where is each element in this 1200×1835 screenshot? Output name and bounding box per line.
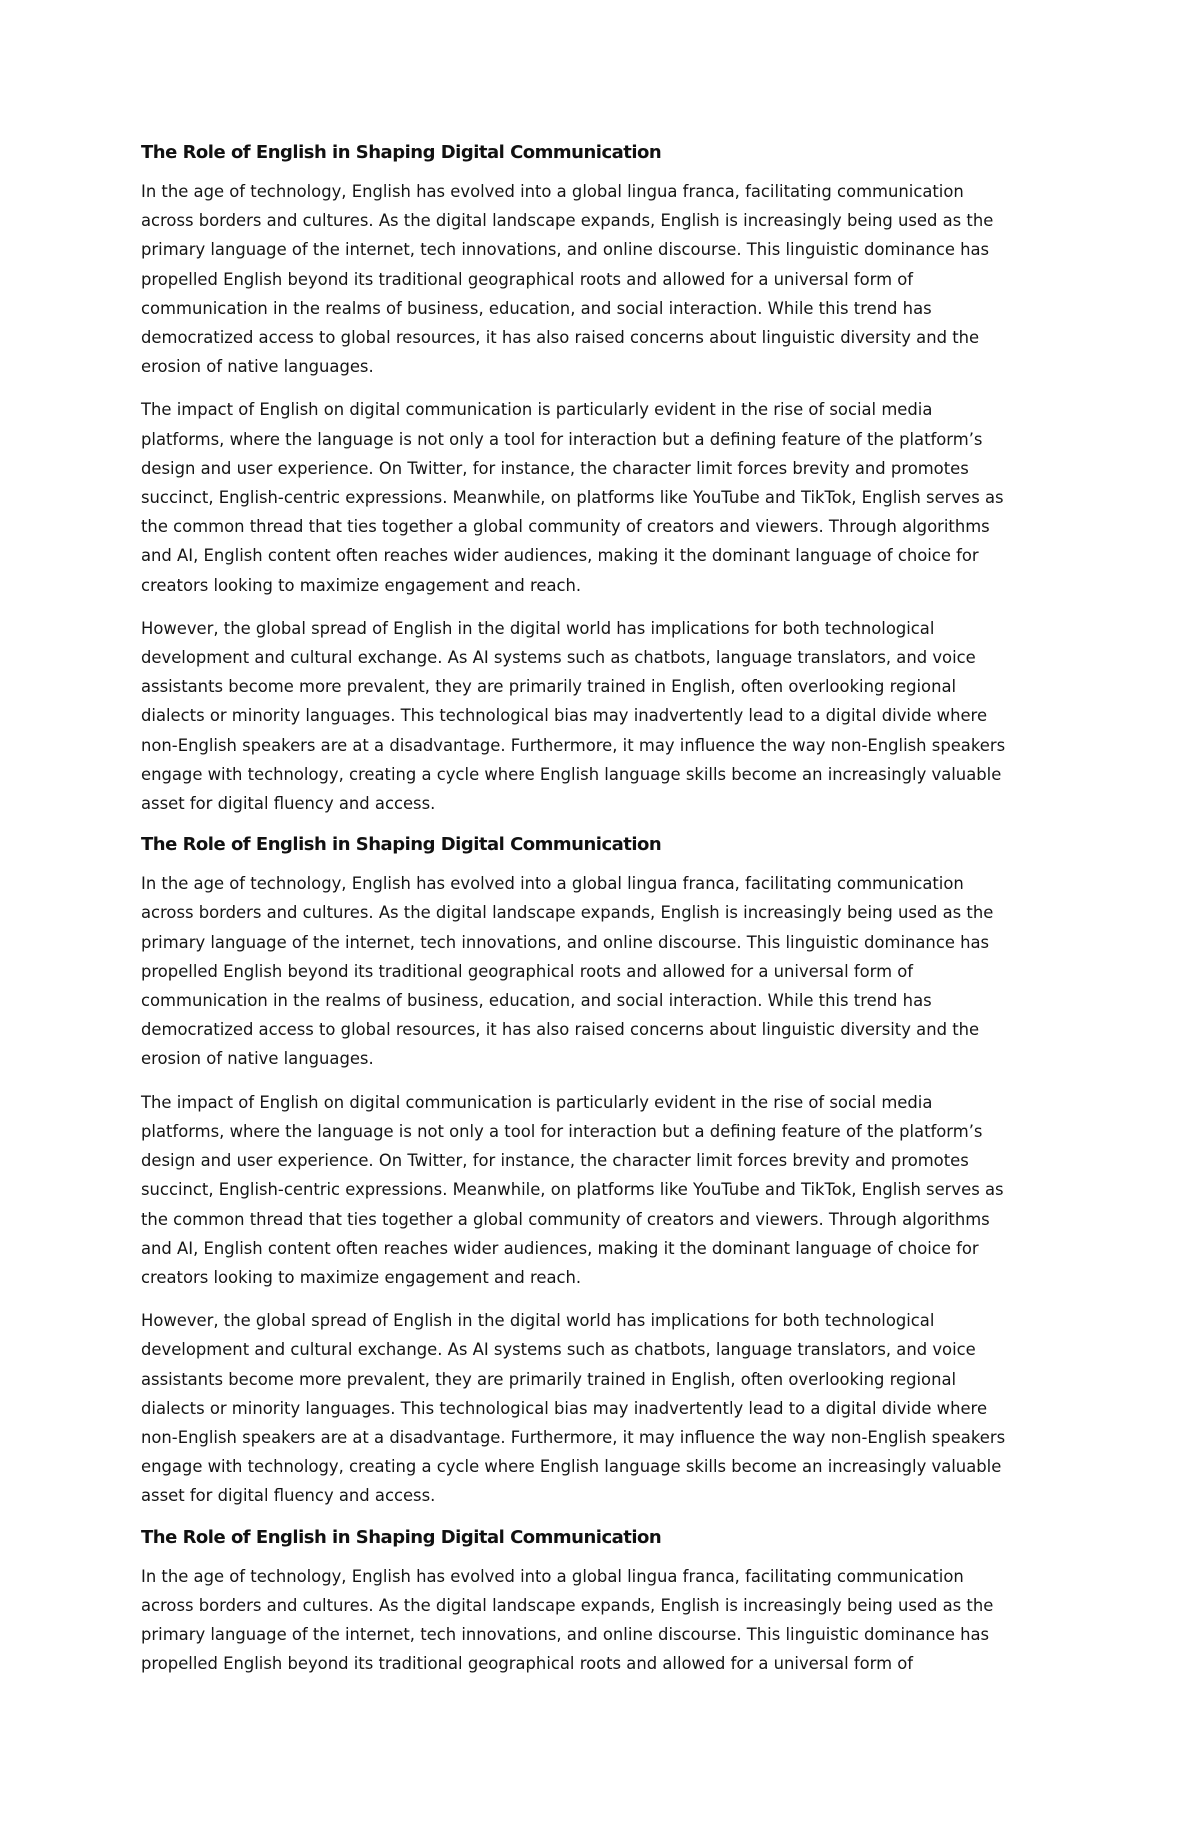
paragraph-line: across borders and cultures. As the digital landscape expands, English is increasingly being used as the bbox=[141, 1595, 994, 1615]
document-section bbox=[141, 1525, 1060, 1679]
paragraph-line: assistants become more prevalent, they are primarily trained in English, often overlooking regional bbox=[141, 677, 957, 697]
paragraph-line: propelled English beyond its traditional geographical roots and allowed for a universal form of bbox=[141, 1654, 914, 1674]
paragraph-line: design and user experience. On Twitter, for instance, the character limit forces brevity and promotes bbox=[141, 458, 969, 478]
paragraph-line: succinct, English-centric expressions. Meanwhile, on platforms like YouTube and TikTok, English serves as bbox=[141, 1180, 1004, 1200]
paragraph-line: engage with technology, creating a cycle where English language skills become an increasingly valuable bbox=[141, 764, 1002, 784]
paragraph-line: creators looking to maximize engagement and reach. bbox=[141, 575, 582, 595]
section-heading: The Role of English in Shaping Digital Communication bbox=[141, 1526, 662, 1548]
paragraph bbox=[141, 1562, 1060, 1679]
paragraph-line: platforms, where the language is not only a tool for interaction but a defining feature of the platform’s bbox=[141, 429, 983, 449]
paragraph-line: In the age of technology, English has evolved into a global lingua franca, facilitating communication bbox=[141, 182, 964, 201]
paragraph-line: the common thread that ties together a global community of creators and viewers. Through algorithms bbox=[141, 1209, 990, 1229]
paragraph-line: dialects or minority languages. This technological bias may inadvertently lead to a digital divide where bbox=[141, 1398, 988, 1418]
section-heading: The Role of English in Shaping Digital Communication bbox=[141, 834, 662, 856]
paragraph-line: communication in the realms of business, education, and social interaction. While this trend has bbox=[141, 298, 932, 318]
paragraph bbox=[141, 614, 1060, 818]
paragraph-line: communication in the realms of business, education, and social interaction. While this trend has bbox=[141, 991, 932, 1011]
paragraph-line: primary language of the internet, tech innovations, and online discourse. This linguistic dominance has bbox=[141, 932, 990, 952]
paragraph-line: assistants become more prevalent, they are primarily trained in English, often overlooking regional bbox=[141, 1369, 957, 1389]
paragraph bbox=[141, 1306, 1060, 1510]
paragraph-line: erosion of native languages. bbox=[141, 357, 374, 377]
paragraph-line: primary language of the internet, tech innovations, and online discourse. This linguistic dominance has bbox=[141, 240, 990, 260]
paragraph-line: democratized access to global resources, it has also raised concerns about linguistic diversity and the bbox=[141, 1020, 980, 1040]
paragraph-line: across borders and cultures. As the digital landscape expands, English is increasingly being used as the bbox=[141, 211, 994, 231]
paragraph-line: and AI, English content often reaches wider audiences, making it the dominant language of choice for bbox=[141, 1238, 979, 1258]
paragraph-line: platforms, where the language is not only a tool for interaction but a defining feature of the platform’s bbox=[141, 1121, 983, 1141]
paragraph-line: propelled English beyond its traditional geographical roots and allowed for a universal form of bbox=[141, 961, 914, 981]
paragraph-line: non-English speakers are at a disadvantage. Furthermore, it may influence the way non-English speakers bbox=[141, 1427, 1006, 1447]
paragraph-line: In the age of technology, English has evolved into a global lingua franca, facilitating communication bbox=[141, 1566, 964, 1586]
paragraph-line: The impact of English on digital communication is particularly evident in the rise of social media bbox=[141, 1092, 933, 1112]
paragraph-line: asset for digital fluency and access. bbox=[141, 1486, 436, 1506]
paragraph-line: propelled English beyond its traditional geographical roots and allowed for a universal form of bbox=[141, 269, 914, 289]
paragraph-line: erosion of native languages. bbox=[141, 1049, 374, 1069]
paragraph-line: succinct, English-centric expressions. Meanwhile, on platforms like YouTube and TikTok, English serves as bbox=[141, 488, 1004, 508]
paragraph-line: The impact of English on digital communication is particularly evident in the rise of social media bbox=[141, 400, 933, 420]
paragraph-line: across borders and cultures. As the digital landscape expands, English is increasingly being used as the bbox=[141, 903, 994, 923]
document-section bbox=[141, 832, 1060, 1510]
section-heading: The Role of English in Shaping Digital Communication bbox=[141, 142, 662, 163]
paragraph-line: and AI, English content often reaches wider audiences, making it the dominant language of choice for bbox=[141, 546, 979, 566]
paragraph-line: primary language of the internet, tech innovations, and online discourse. This linguistic dominance has bbox=[141, 1624, 990, 1644]
paragraph-line: the common thread that ties together a global community of creators and viewers. Through algorithms bbox=[141, 517, 990, 537]
paragraph-line: development and cultural exchange. As AI systems such as chatbots, language translators, and voice bbox=[141, 1340, 976, 1360]
paragraph-line: However, the global spread of English in the digital world has implications for both technological bbox=[141, 1311, 935, 1331]
paragraph bbox=[141, 177, 1060, 381]
paragraph-line: asset for digital fluency and access. bbox=[141, 794, 436, 814]
paragraph bbox=[141, 869, 1060, 1073]
paragraph-line: engage with technology, creating a cycle where English language skills become an increasingly valuable bbox=[141, 1457, 1002, 1477]
paragraph-line: creators looking to maximize engagement and reach. bbox=[141, 1267, 582, 1287]
paragraph-line: However, the global spread of English in the digital world has implications for both technological bbox=[141, 618, 935, 638]
paragraph-line: democratized access to global resources, it has also raised concerns about linguistic diversity and the bbox=[141, 328, 980, 348]
paragraph-line: dialects or minority languages. This technological bias may inadvertently lead to a digital divide where bbox=[141, 706, 988, 726]
document-section bbox=[141, 140, 1060, 818]
paragraph bbox=[141, 395, 1060, 599]
paragraph-line: design and user experience. On Twitter, for instance, the character limit forces brevity and promotes bbox=[141, 1151, 969, 1171]
paragraph-line: In the age of technology, English has evolved into a global lingua franca, facilitating communication bbox=[141, 874, 964, 894]
paragraph-line: development and cultural exchange. As AI systems such as chatbots, language translators, and voice bbox=[141, 648, 976, 668]
paragraph bbox=[141, 1088, 1060, 1292]
paragraph-line: non-English speakers are at a disadvantage. Furthermore, it may influence the way non-English speakers bbox=[141, 735, 1006, 755]
